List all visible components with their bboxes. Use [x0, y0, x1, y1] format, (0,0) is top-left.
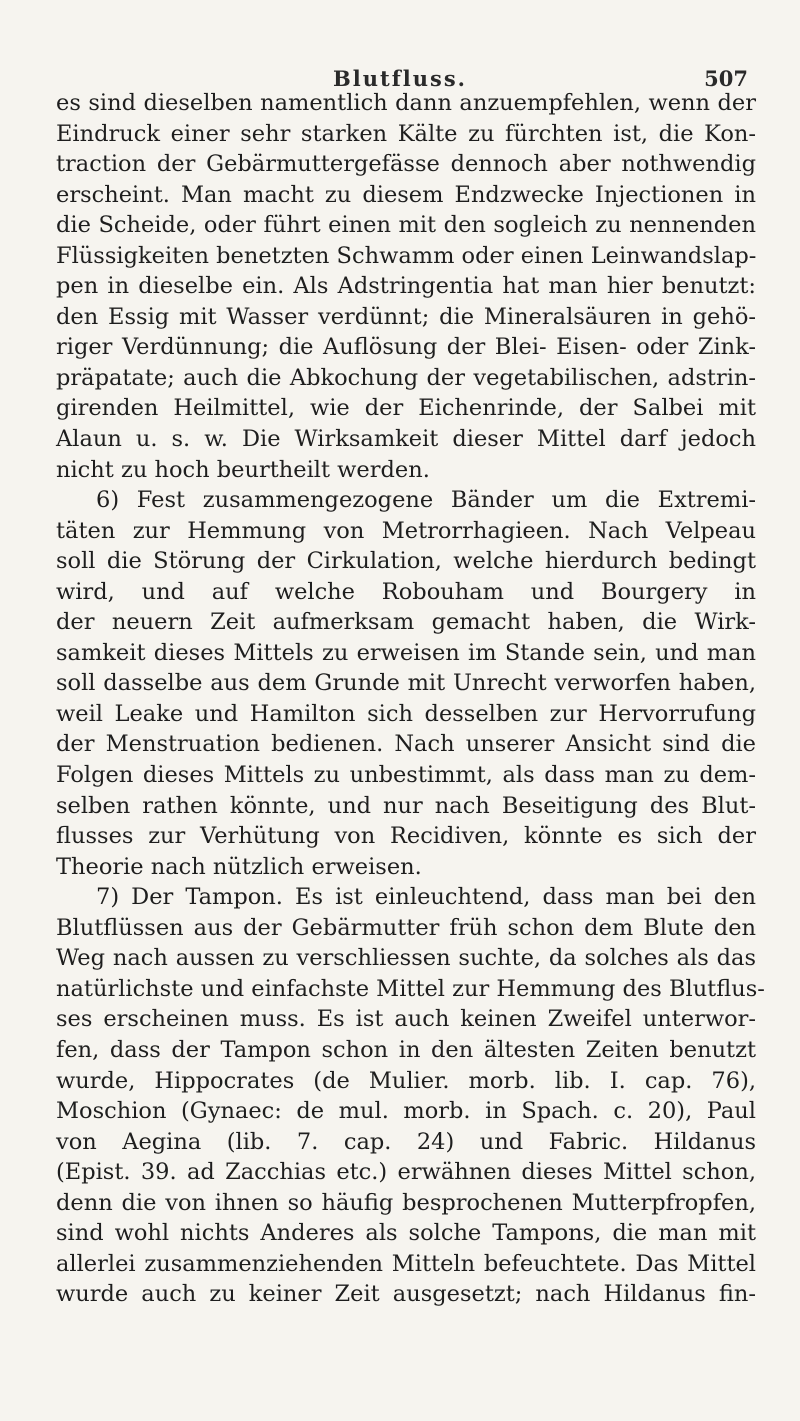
text-line: erscheint. Man macht zu diesem Endzwecke Injectionen in [56, 181, 756, 208]
text-line: traction der Gebärmuttergefässe dennoch aber nothwendig [56, 151, 756, 178]
text-line: samkeit dieses Mittels zu erweisen im Stande sein, und man [56, 639, 756, 666]
text-line: Weg nach aussen zu verschliessen suchte, da solches als das [56, 945, 756, 972]
text-line: Blutflüssen aus der Gebärmutter früh schon dem Blute den [56, 914, 756, 941]
text-line: der Menstruation bedienen. Nach unserer Ansicht sind die [56, 731, 756, 758]
page-number: 507 [704, 66, 748, 91]
text-line: nicht zu hoch beurtheilt werden. [56, 456, 430, 483]
text-line: Moschion (Gynaec: de mul. morb. in Spach. c. 20), Paul [56, 1098, 756, 1125]
text-line: Folgen dieses Mittels zu unbestimmt, als dass man zu dem- [56, 762, 756, 789]
text-line: die Scheide, oder führt einen mit den sogleich zu nennenden [56, 212, 756, 239]
text-line: der neuern Zeit aufmerksam gemacht haben, die Wirk- [56, 609, 756, 636]
text-line: Theorie nach nützlich erweisen. [56, 853, 422, 880]
text-line: natürlichste und einfachste Mittel zur Hemmung des Blutflus- [56, 975, 765, 1002]
text-line: soll die Störung der Cirkulation, welche hierdurch bedingt [56, 548, 756, 575]
text-line: soll dasselbe aus dem Grunde mit Unrecht verworfen haben, [56, 670, 756, 697]
text-line: pen in dieselbe ein. Als Adstringentia hat man hier benutzt: [56, 273, 756, 300]
text-line: den Essig mit Wasser verdünnt; die Mineralsäuren in gehö- [56, 303, 756, 330]
text-line: selben rathen könnte, und nur nach Beseitigung des Blut- [56, 792, 756, 819]
text-line: allerlei zusammenziehenden Mitteln befeuchtete. Das Mittel [56, 1250, 756, 1277]
text-line: täten zur Hemmung von Metrorrhagieen. Nach Velpeau [56, 517, 756, 544]
text-line: sind wohl nichts Anderes als solche Tampons, die man mit [56, 1220, 756, 1247]
text-line: ses erscheinen muss. Es ist auch keinen Zweifel unterwor- [56, 1006, 756, 1033]
text-line: von Aegina (lib. 7. cap. 24) und Fabric. Hildanus [56, 1128, 756, 1155]
text-line: Alaun u. s. w. Die Wirksamkeit dieser Mittel darf jedoch [56, 426, 756, 453]
text-line: Eindruck einer sehr starken Kälte zu fürchten ist, die Kon- [56, 120, 756, 147]
text-line: fen, dass der Tampon schon in den ältesten Zeiten benutzt [56, 1036, 756, 1063]
text-line: girenden Heilmittel, wie der Eichenrinde, der Salbei mit [56, 395, 756, 422]
paragraph-7-first-line: 7) Der Tampon. Es ist einleuchtend, dass man bei den [96, 884, 756, 911]
text-line: flusses zur Verhütung von Recidiven, könnte es sich der [56, 823, 756, 850]
text-line: (Epist. 39. ad Zacchias etc.) erwähnen dieses Mittel schon, [56, 1159, 756, 1186]
text-line: präpatate; auch die Abkochung der vegetabilischen, adstrin- [56, 364, 756, 391]
text-line: wurde, Hippocrates (de Mulier. morb. lib. I. cap. 76), [56, 1067, 756, 1094]
text-line: wird, und auf welche Robouham und Bourgery in [56, 578, 756, 605]
text-line: riger Verdünnung; die Auflösung der Blei- Eisen- oder Zink- [56, 334, 756, 361]
text-line: es sind dieselben namentlich dann anzuempfehlen, wenn der [56, 90, 756, 116]
text-line: wurde auch zu keiner Zeit ausgesetzt; nach Hildanus fin- [56, 1281, 756, 1308]
running-title: Blutfluss. [333, 66, 467, 91]
text-line: denn die von ihnen so häufig besprochenen Mutterpfropfen, [56, 1189, 756, 1216]
text-line: Flüssigkeiten benetzten Schwamm oder einen Leinwandslap- [56, 242, 757, 269]
paragraph-6-first-line: 6) Fest zusammengezogene Bänder um die Extremi- [96, 487, 756, 514]
text-line: weil Leake und Hamilton sich desselben zur Hervorrufung [56, 700, 756, 727]
body-text [56, 88, 765, 1310]
